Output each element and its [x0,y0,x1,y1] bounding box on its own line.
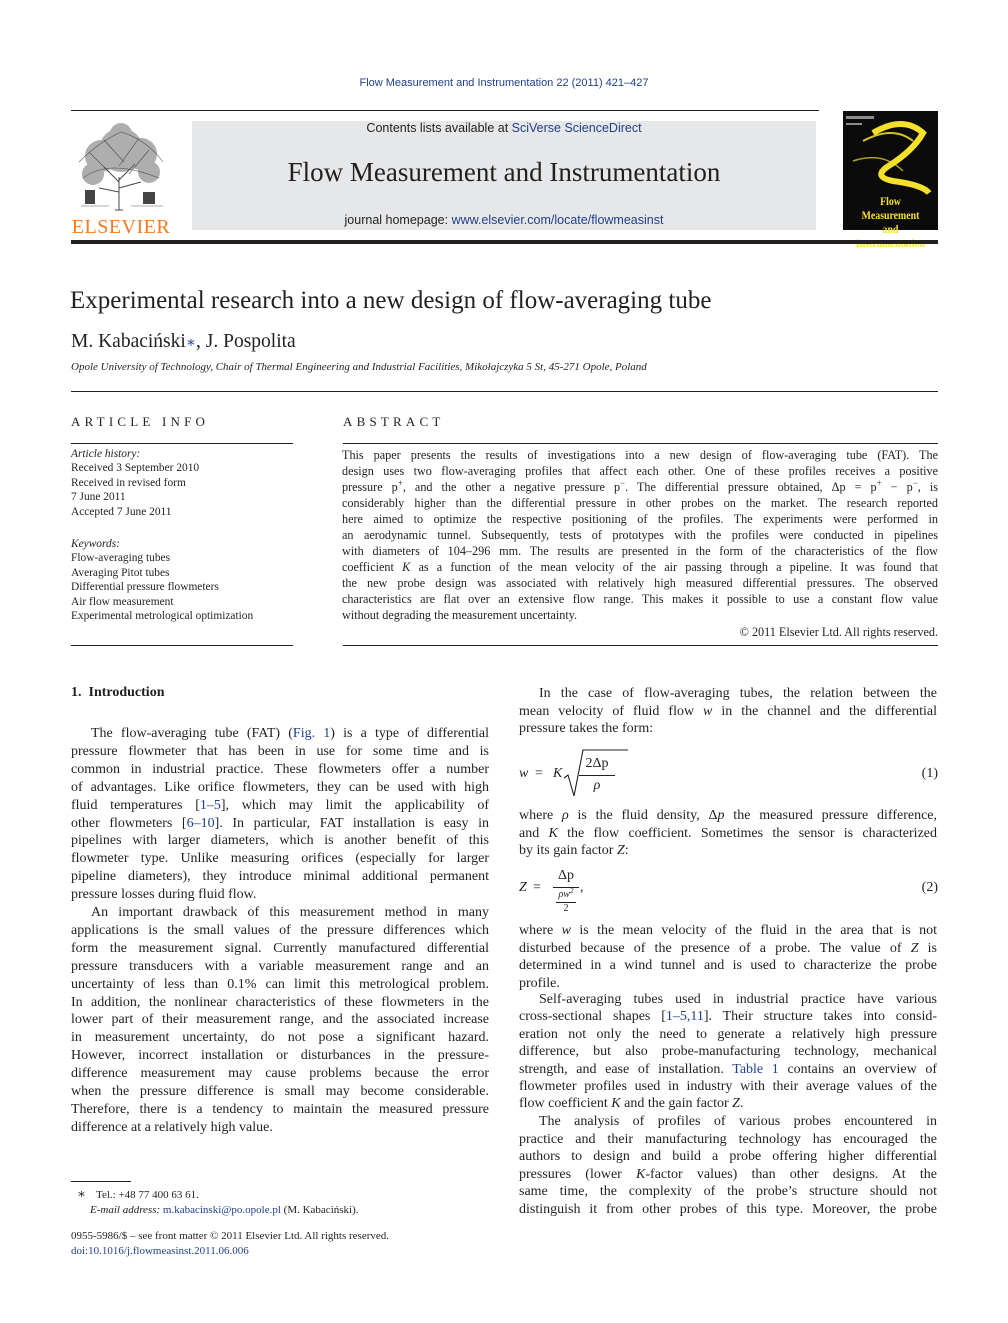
text-line: flow coefficient K and the gain factor Z. [519,1096,744,1112]
article-info-heading: ARTICLE INFO [71,414,210,429]
text-line: difference at a relatively high value. [71,1119,273,1135]
info-rule-bottom [71,645,293,646]
doi-link[interactable]: doi:10.1016/j.flowmeasinst.2011.06.006 [71,1245,249,1257]
header-bottom-rule [71,240,938,244]
text-line: disturbed because of the presence of a probe. The value of Z is [519,940,937,956]
journal-cover [843,111,938,236]
elsevier-wordmark: ELSEVIER [71,216,171,238]
text-line: uncertainty of less than 0.1% can limit this metrological problem. [71,976,489,992]
intro-paragraph-2 [71,904,489,1137]
history-item: 7 June 2011 [71,491,126,504]
abstract-rule-top [343,443,938,444]
citation-link[interactable]: 1–5 [199,797,221,813]
header-top-rule [71,110,819,111]
elsevier-tree-icon [69,122,173,212]
text-line: cross-sectional shapes [1–5,11]. Their structure takes into consid- [519,1009,937,1025]
author-list: M. Kabaciński∗, J. Pospolita [71,331,296,352]
citation-link[interactable]: Table 1 [732,1061,779,1077]
section-heading-introduction: 1. Introduction [71,685,165,700]
text-line: pressure transducers with a variable measurement range and an [71,958,489,974]
affiliation: Opole University of Technology, Chair of Thermal Engineering and Industrial Facilities, Mikołajczyka 5 St, 45-271 Opole, Poland [71,361,647,373]
history-item: Received 3 September 2010 [71,462,200,475]
journal-title: Flow Measurement and Instrumentation [287,157,721,187]
text-line: pipelines with larger diameters, which is another benefit of this [71,833,489,849]
text-line: difference, but also probe-manufacturing technology, mechanical [519,1044,937,1060]
sciencedirect-link[interactable]: SciVerse ScienceDirect [511,121,642,135]
history-item: Accepted 7 June 2011 [71,505,172,518]
footer [71,1229,389,1259]
footnote-rule [71,1181,131,1182]
author-name: J. Pospolita [205,331,296,352]
equation-number: (2) [921,880,938,895]
abstract-heading: ABSTRACT [343,414,445,429]
text-line: In addition, the nonlinear characteristics of these flowmeters in the [71,994,489,1010]
text-line: difference measurement may cause problems because the error [71,1066,489,1082]
text-line: when the pressure difference is small may become considerable. [71,1084,489,1100]
text-line: where w is the mean velocity of the fluid in the area that is not [519,923,937,938]
text-line: An important drawback of this measurement method in many [91,905,489,920]
keyword-item: Experimental metrological optimization [71,610,254,623]
equation-1: w = K 2Δp ρ (1) [519,748,938,802]
cover-title: Flow Measurement and [861,194,920,236]
text-line: pressure losses during fluid flow. [71,887,257,903]
journal-citation[interactable]: Flow Measurement and Instrumentation 22 (2011) 421–427 [359,77,649,89]
text-line: practice and their manufacturing technology has encouraged the [519,1131,937,1147]
text-line: flowmeter profiles used in industry with their average values of the [519,1079,937,1095]
homepage-link[interactable]: www.elsevier.com/locate/flowmeasinst [451,213,664,227]
equation-2: Z = Δp $\rho w^2$ 2 , (2) [519,868,938,914]
copyright: © 2011 Elsevier Ltd. All rights reserved. [739,625,938,639]
homepage-line: journal homepage: www.elsevier.com/locate/flowmeasinst [344,213,664,227]
text-line: distinguish it from other probes of this type. Moreover, the probe [519,1201,937,1217]
text-line: pipeline diameters), they introduce minimal additional permanent [71,869,489,885]
text-line: pressure flowmeter that has been in use for some time and is [71,743,489,759]
footnote: ∗ Tel.: +48 77 400 63 61. E-mail address: m.kabacinski@po.opole.pl (M. Kabaciński). [77,1186,359,1216]
text-line: fluid temperatures [1–5], which may limit the applicability of [71,797,489,813]
citation-link[interactable]: 6–10 [186,815,215,831]
text-line: of advantages. Like orifice flowmeters, they can be used with high [71,779,489,795]
abstract-rule-bottom [343,645,938,646]
contents-line: Contents lists available at SciVerse ScienceDirect [366,121,642,135]
text-line: common in industrial practice. These flowmeters offer a number [71,761,489,777]
article-title: Experimental research into a new design of flow-averaging tube [70,287,712,314]
text-line: applications is the small values of the pressure differences which [71,922,489,938]
email-link[interactable]: m.kabacinski@po.opole.pl [162,1203,281,1216]
text-line: strength, and ease of installation. Table 1 contains an overview of [519,1061,937,1077]
text-line: lower part of their measurement range, and the associated increase [71,1012,489,1028]
text-line: authors to design and build a probe offering higher differential [519,1149,937,1165]
right-paragraph-1: In the case of flow-averaging tubes, the relation between the mean velocity of fluid flow w in the channel and the differential pressure takes the form: [519,686,937,737]
keywords: Keywords: Flow-averaging tubes Averaging Pitot tubes Differential pressure flowmeters Air flow measurement Experimental metrological optimization [71,538,254,623]
equation-number: (1) [921,766,938,781]
text-line: form the measurement signal. Currently manufactured differential [71,940,489,956]
abstract-body: This paper presents the results of investigations into a new design of flow-averaging tube (FAT). The design uses two flow-averaging profiles that affect each other. One of these profiles receives a positive pressure p+, and the other a negative pressure p−. The differential pressure obtained, Δp = p+ − p−, is considerably higher than the differential pressure in other probes on the market. The research reported here aimed to optimize the respective positioning of the profiles. The experiments were performed in an aerodynamic tunnel. Subsequently, tests of prototypes with the profiles were conducted in pipelines with diameters of 104–296 mm. The results are presented in the form of the characteristics of the flow coefficient K as a function of the mean velocity of the air passing through a pipeline. It was found that the new probe design was associated with relatively high measured differential pressures. The observed characteristics are flat over an extensive flow range. This makes it possible to use a constant flow value without degrading the measurement uncertainty. © 2011 Elsevier Ltd. All rights reserved. [342,448,939,639]
right-paragraph-5 [519,1113,937,1219]
intro-paragraph-1 [71,725,489,904]
keyword-item: Air flow measurement [71,595,174,608]
text-line: However, incorrect installation or disturbances in the pressure- [71,1048,489,1064]
citation-link[interactable]: Fig. 1 [292,726,331,741]
right-paragraph-3 [519,922,937,993]
text-line: eration not only the need to generate a relatively high pressure [519,1026,937,1042]
keyword-item: Averaging Pitot tubes [71,566,170,579]
text-line: The analysis of profiles of various probes encountered in [539,1114,937,1129]
right-paragraph-2: where ρ is the fluid density, Δp the measured pressure difference, and K the flow coefficient. Sometimes the sensor is characterized by its gain factor Z: [519,808,938,859]
text-line: determined in a wind tunnel and is used to characterize the probe [519,958,937,974]
keyword-item: Flow-averaging tubes [71,552,171,565]
issn-line: 0955-5986/$ – see front matter © 2011 Elsevier Ltd. All rights reserved. [71,1230,390,1242]
text-line: Self-averaging tubes used in industrial practice have various [539,992,937,1007]
text-line: profile. [519,976,560,992]
citation-link[interactable]: 1–5,11 [665,1009,704,1025]
text-line: in measurement uncertainty, do not pose a significant hazard. [71,1030,489,1046]
elsevier-logo [69,122,173,238]
author-footnote-mark[interactable]: ∗ [185,335,197,351]
text-line: flowmeter type. Unlike measuring orifices (especially for larger [71,851,489,867]
text-line: The flow-averaging tube (FAT) (Fig. 1) is a type of differential [91,726,489,741]
article-history: Article history: Received 3 September 2010 Received in revised form 7 June 2011 Accepted 7 June 2011 [71,448,200,518]
author-name: M. Kabaciński [71,331,186,352]
keyword-item: Differential pressure flowmeters [71,581,219,594]
right-paragraph-4 [519,991,937,1113]
history-item: Received in revised form [71,476,186,489]
text-line: pressures (lower K-factor values) than other designs. At the [519,1166,937,1182]
text-line: same time, the complexity of the probe’s structure should not [519,1184,937,1200]
title-rule [71,391,938,392]
text-line: other flowmeters [6–10]. In particular, FAT installation is easy in [71,815,489,831]
info-rule-top [71,443,293,444]
text-line: Therefore, there is a tendency to maintain the measured pressure [71,1101,489,1117]
